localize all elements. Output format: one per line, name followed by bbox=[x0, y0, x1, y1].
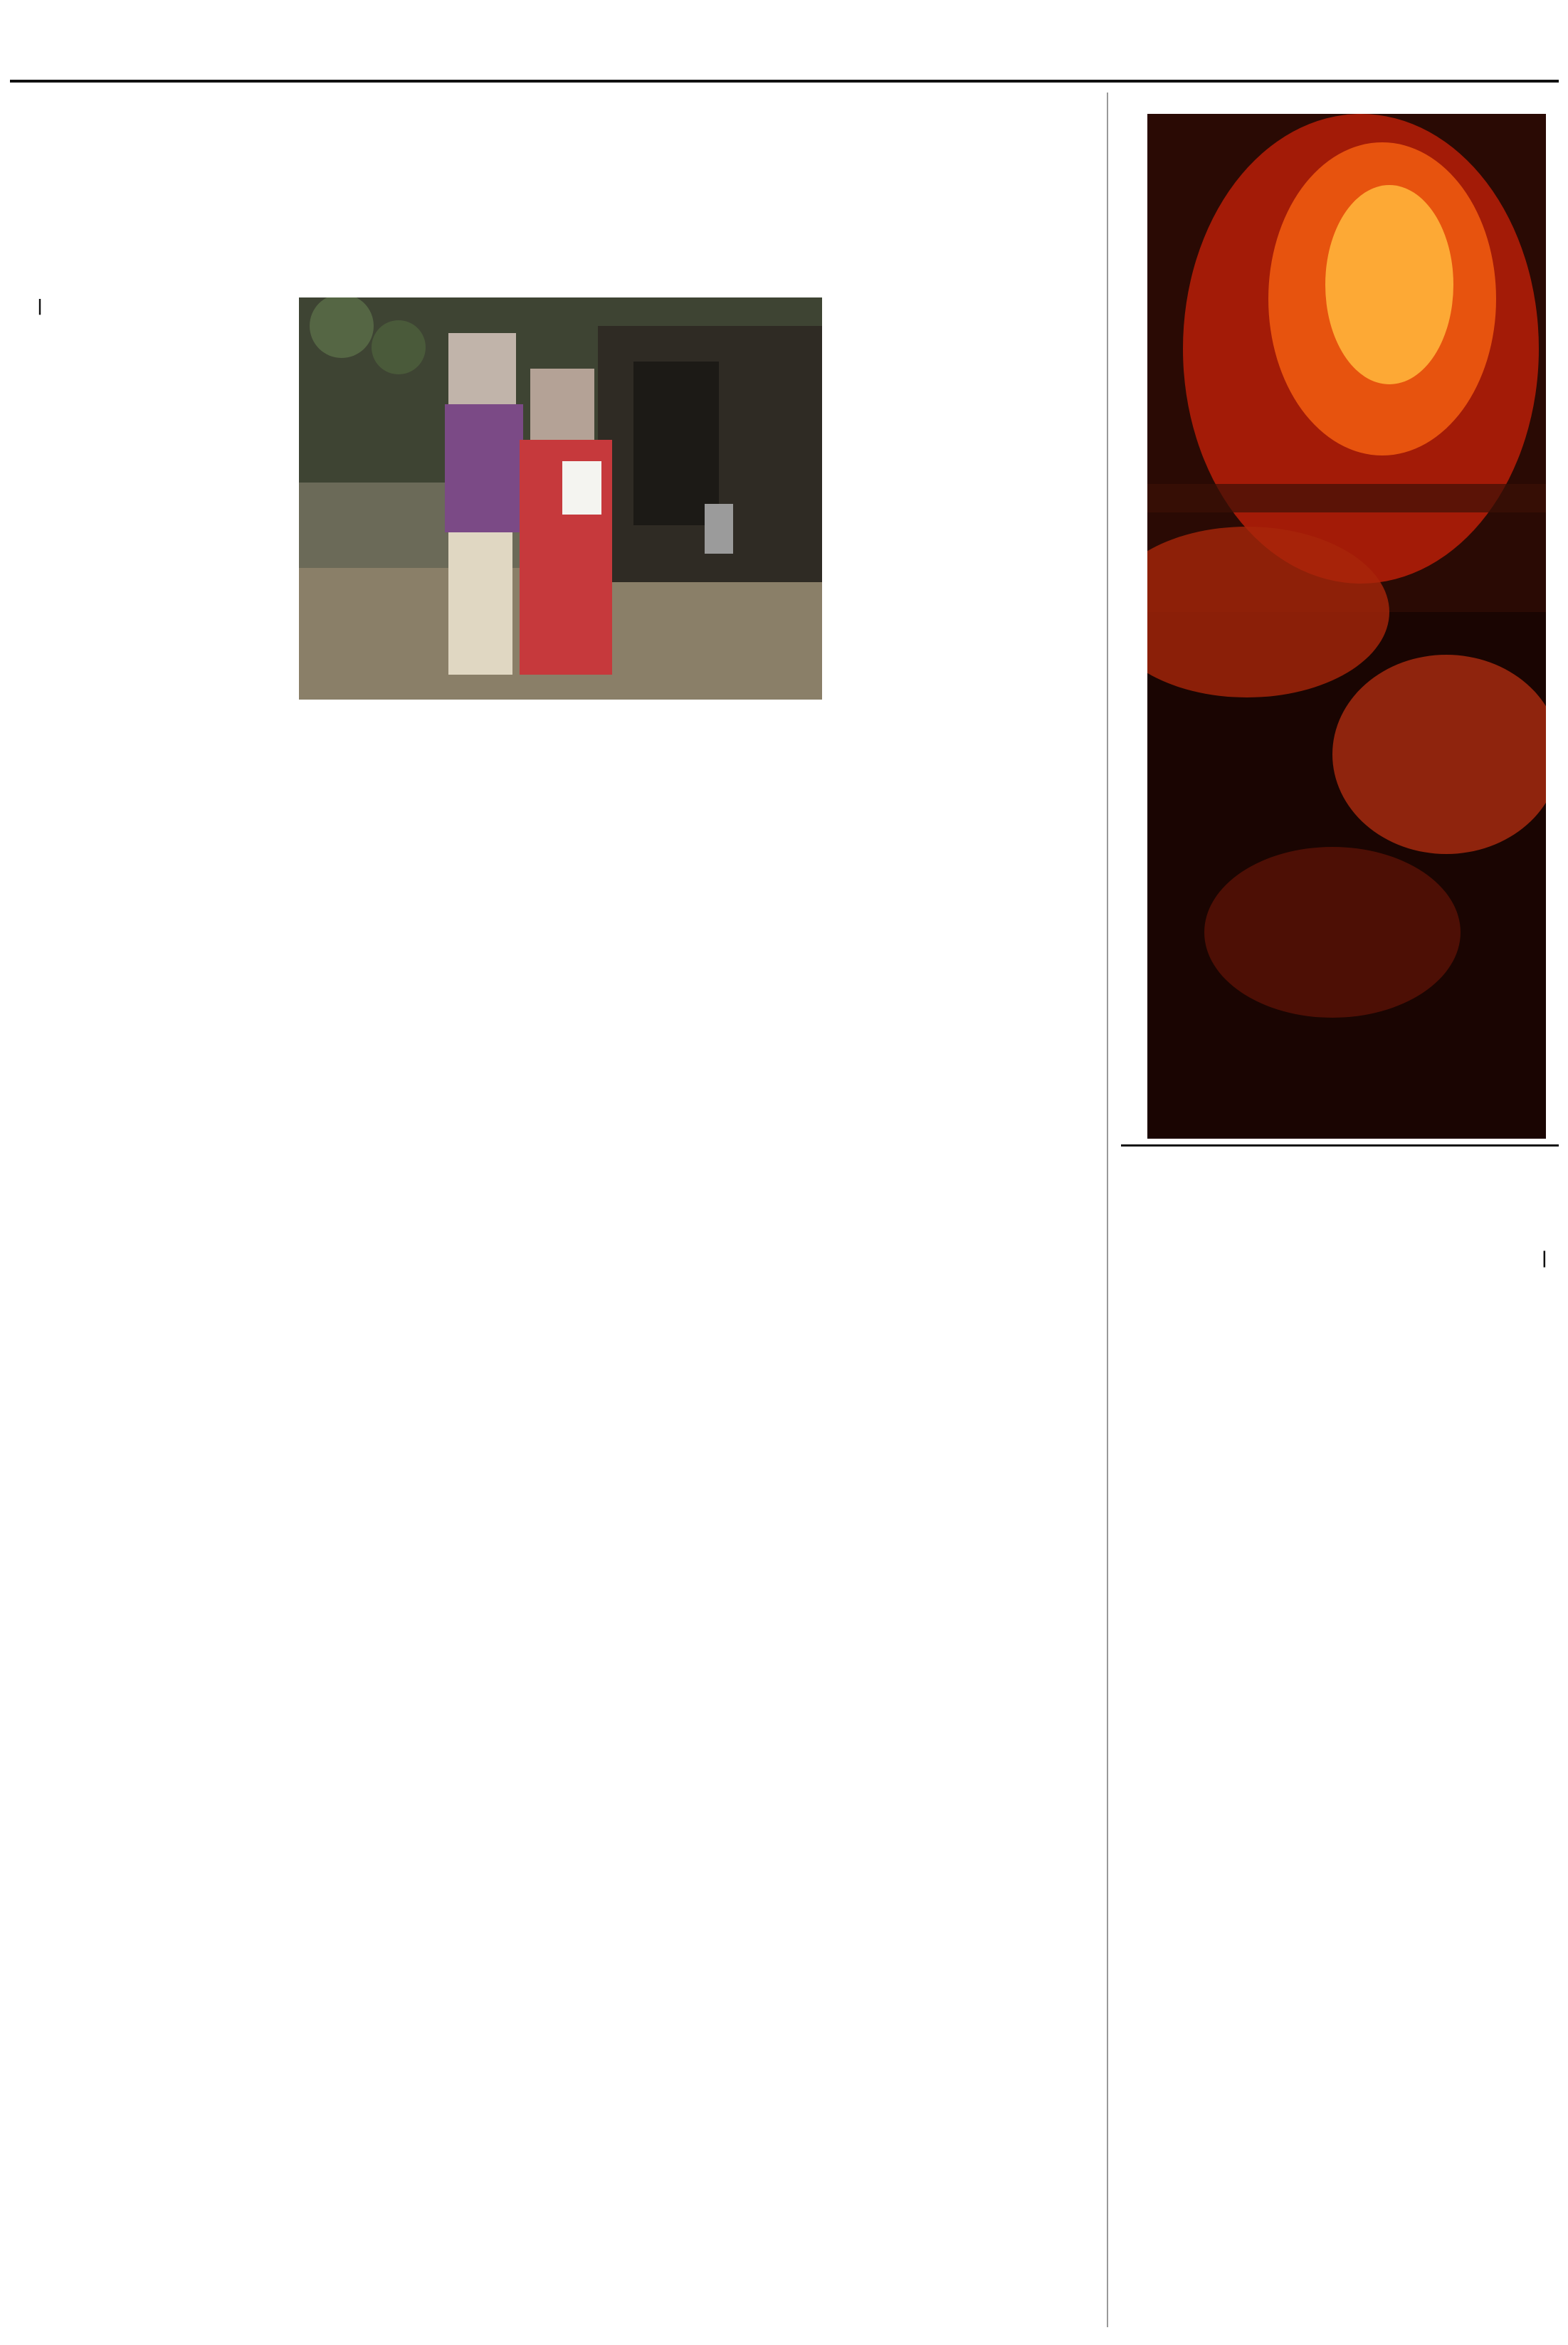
main-col-2 bbox=[299, 708, 553, 1206]
main-byline: | bbox=[37, 297, 43, 315]
fire-body-col bbox=[1140, 1274, 1547, 1815]
main-col-4 bbox=[831, 297, 1095, 1206]
fire-top-rule bbox=[1121, 1144, 1559, 1147]
fire-photo-image bbox=[1147, 114, 1546, 1139]
masthead-rule bbox=[10, 80, 1559, 83]
main-photo-image bbox=[299, 297, 822, 700]
main-col-3 bbox=[562, 708, 822, 1206]
fire-photo bbox=[1147, 114, 1546, 1139]
fire-byline: | bbox=[1541, 1249, 1547, 1268]
main-col-1 bbox=[37, 297, 293, 1201]
column-divider bbox=[1107, 93, 1108, 2327]
main-story-photo bbox=[299, 297, 822, 700]
